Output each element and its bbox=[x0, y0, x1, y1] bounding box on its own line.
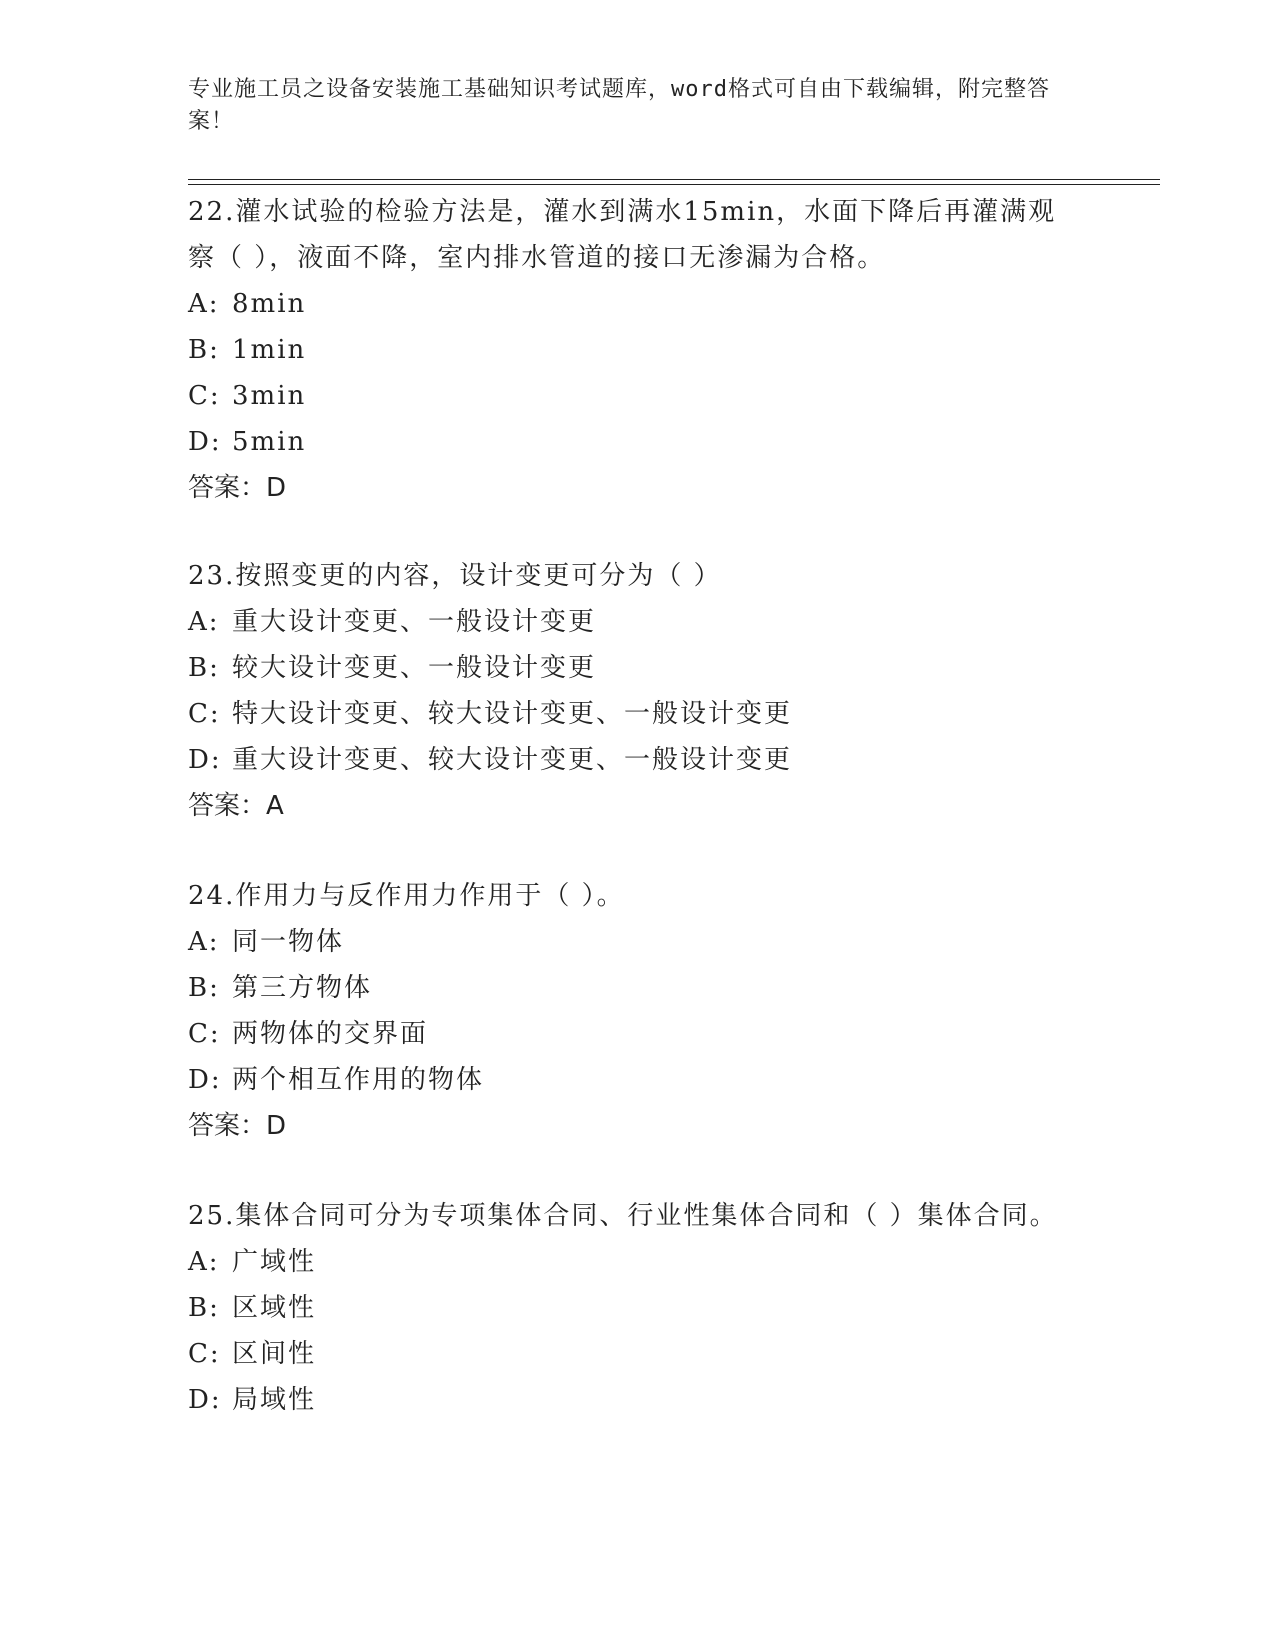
option-text: 特大设计变更、较大设计变更、一般设计变更 bbox=[232, 699, 793, 729]
option-c bbox=[188, 691, 1068, 737]
option-text: 8min bbox=[232, 289, 307, 319]
option-letter: C: bbox=[188, 1019, 221, 1049]
option-text: 两物体的交界面 bbox=[232, 1019, 429, 1049]
option-a bbox=[188, 599, 1068, 645]
option-letter: B: bbox=[188, 335, 220, 365]
option-letter: B: bbox=[188, 653, 220, 683]
option-d bbox=[188, 1377, 1068, 1423]
option-text: 广域性 bbox=[232, 1247, 317, 1277]
option-d bbox=[188, 1057, 1068, 1103]
option-letter: D: bbox=[188, 1385, 222, 1415]
option-letter: B: bbox=[188, 1293, 220, 1323]
option-text: 区间性 bbox=[232, 1339, 317, 1369]
answer-line: 答案：D bbox=[188, 1111, 287, 1141]
option-letter: C: bbox=[188, 1339, 221, 1369]
option-text: 同一物体 bbox=[232, 927, 345, 957]
answer-line: 答案：D bbox=[188, 473, 287, 503]
option-text: 重大设计变更、一般设计变更 bbox=[232, 607, 597, 637]
option-c bbox=[188, 1011, 1068, 1057]
question-24 bbox=[188, 873, 1068, 1149]
option-text: 两个相互作用的物体 bbox=[232, 1065, 485, 1095]
question-stem: 23.按照变更的内容，设计变更可分为（ ） bbox=[188, 561, 722, 591]
header-divider-bottom bbox=[188, 184, 1160, 185]
option-a bbox=[188, 1239, 1068, 1285]
option-c bbox=[188, 1331, 1068, 1377]
option-letter: A: bbox=[188, 1247, 220, 1277]
option-d bbox=[188, 737, 1068, 783]
option-text: 局域性 bbox=[232, 1385, 317, 1415]
question-stem: 22.灌水试验的检验方法是，灌水到满水15min，水面下降后再灌满观察（ ），液面不降，室内排水管道的接口无渗漏为合格。 bbox=[188, 197, 1057, 273]
question-23 bbox=[188, 553, 1068, 829]
header-divider-top bbox=[188, 179, 1160, 180]
question-25 bbox=[188, 1193, 1068, 1423]
option-text: 3min bbox=[232, 381, 307, 411]
option-b bbox=[188, 327, 1068, 373]
option-b bbox=[188, 645, 1068, 691]
option-text: 1min bbox=[232, 335, 307, 365]
answer-line: 答案：A bbox=[188, 791, 284, 821]
option-letter: A: bbox=[188, 289, 220, 319]
option-text: 5min bbox=[232, 427, 307, 457]
option-a bbox=[188, 919, 1068, 965]
question-stem: 24.作用力与反作用力作用于（ ）。 bbox=[188, 881, 625, 911]
option-text: 第三方物体 bbox=[232, 973, 373, 1003]
option-b bbox=[188, 1285, 1068, 1331]
question-22 bbox=[188, 189, 1068, 511]
document-header: 专业施工员之设备安装施工基础知识考试题库，word格式可自由下载编辑，附完整答案！ bbox=[188, 77, 1050, 134]
option-a bbox=[188, 281, 1068, 327]
option-text: 重大设计变更、较大设计变更、一般设计变更 bbox=[232, 745, 793, 775]
option-c bbox=[188, 373, 1068, 419]
option-letter: A: bbox=[188, 927, 220, 957]
question-stem: 25.集体合同可分为专项集体合同、行业性集体合同和（ ）集体合同。 bbox=[188, 1201, 1058, 1231]
option-b bbox=[188, 965, 1068, 1011]
option-letter: A: bbox=[188, 607, 220, 637]
option-letter: B: bbox=[188, 973, 220, 1003]
option-letter: D: bbox=[188, 1065, 222, 1095]
option-d bbox=[188, 419, 1068, 465]
option-text: 区域性 bbox=[232, 1293, 317, 1323]
option-letter: C: bbox=[188, 381, 221, 411]
option-letter: D: bbox=[188, 427, 222, 457]
option-letter: C: bbox=[188, 699, 221, 729]
option-text: 较大设计变更、一般设计变更 bbox=[232, 653, 597, 683]
option-letter: D: bbox=[188, 745, 222, 775]
